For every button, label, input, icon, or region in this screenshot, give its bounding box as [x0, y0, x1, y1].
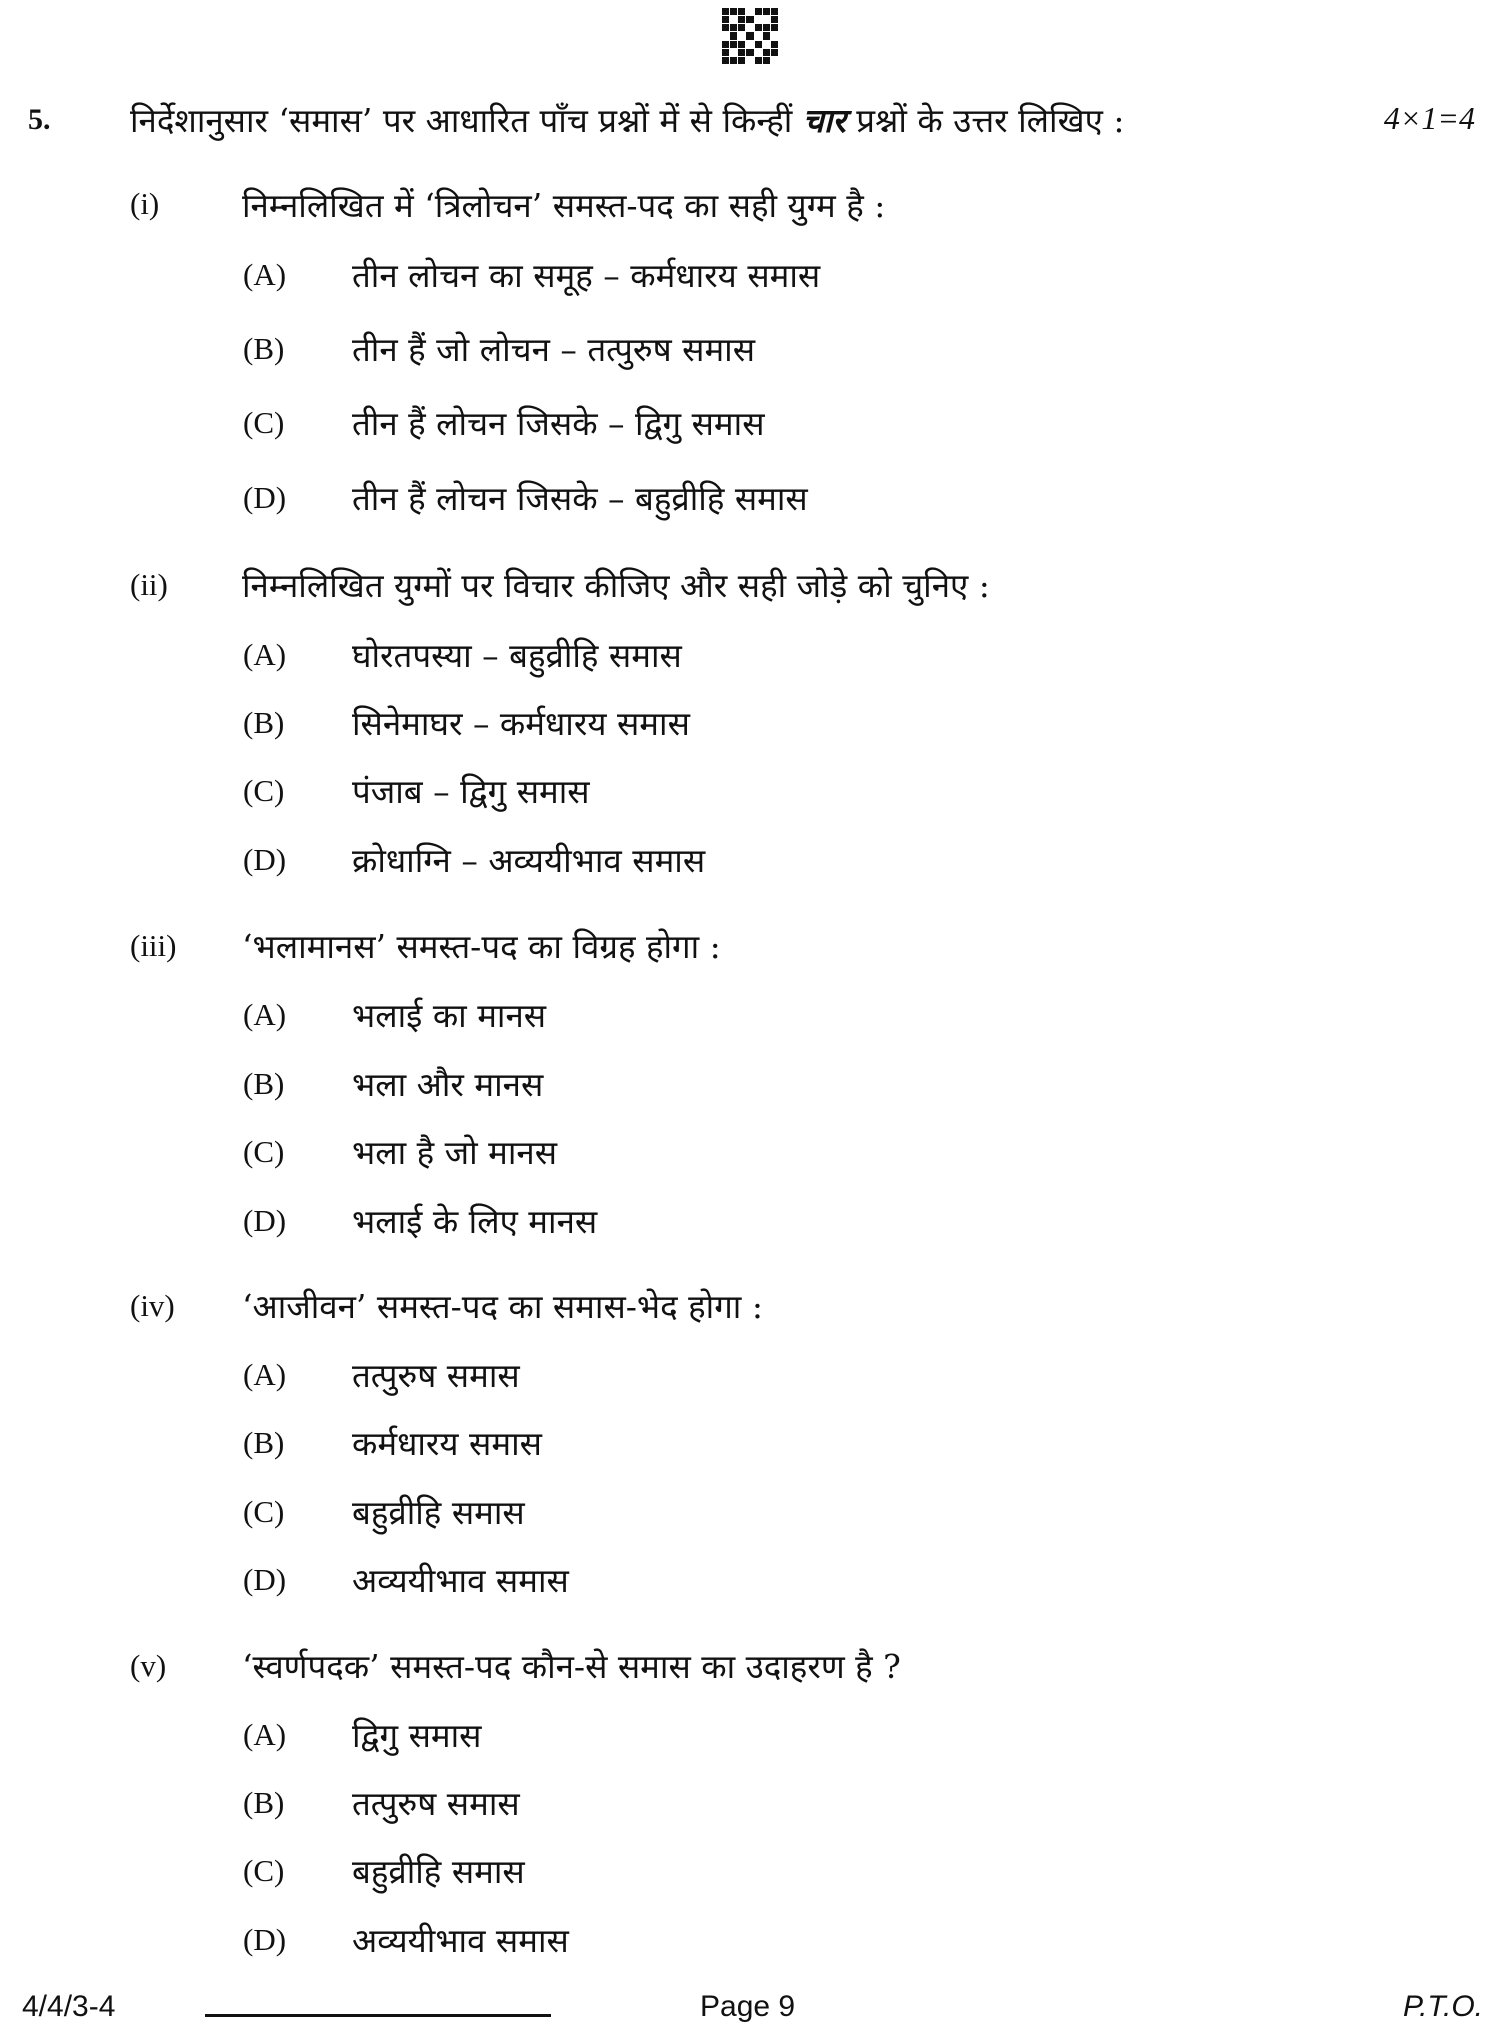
- option-letter: (D): [243, 1203, 287, 1238]
- option-letter: (A): [243, 1357, 287, 1392]
- option-letter: (A): [243, 1717, 287, 1752]
- paper-code: 4/4/3-4: [22, 1990, 116, 2023]
- option-letter: (C): [243, 1494, 285, 1529]
- option-text: पंजाब – द्विगु समास: [352, 772, 590, 811]
- question-number: 5.: [28, 103, 51, 136]
- option-text: तीन लोचन का समूह – कर्मधारय समास: [352, 256, 821, 295]
- option-letter: (B): [243, 331, 285, 366]
- please-turn-over: P.T.O.: [1402, 1990, 1483, 2023]
- question-instruction: [130, 97, 1124, 142]
- instruction-emphasis: चार: [802, 101, 846, 140]
- question-marks: 4×1=4: [1383, 100, 1475, 136]
- option-letter: (A): [243, 257, 287, 292]
- subquestion-number: (ii): [130, 567, 168, 602]
- option-text: तत्पुरुष समास: [352, 1356, 520, 1395]
- option-letter: (D): [243, 480, 287, 515]
- option-text: क्रोधाग्नि – अव्ययीभाव समास: [352, 841, 706, 880]
- subquestion-text: ‘आजीवन’ समस्त-पद का समास-भेद होगा :: [242, 1287, 763, 1326]
- subquestion-text: निम्नलिखित में ‘त्रिलोचन’ समस्त-पद का सही युग्म है :: [242, 186, 886, 225]
- option-text: तीन हैं जो लोचन – तत्पुरुष समास: [352, 330, 756, 369]
- option-letter: (A): [243, 637, 287, 672]
- option-letter: (B): [243, 1425, 285, 1460]
- option-text: तीन हैं लोचन जिसके – बहुव्रीहि समास: [352, 479, 808, 518]
- subquestion-number: (i): [130, 186, 160, 221]
- subquestion-number: (v): [130, 1648, 167, 1683]
- option-letter: (C): [243, 1134, 285, 1169]
- option-letter: (C): [243, 773, 285, 808]
- option-text: कर्मधारय समास: [352, 1424, 542, 1463]
- option-text: सिनेमाघर – कर्मधारय समास: [352, 704, 690, 743]
- option-letter: (D): [243, 1922, 287, 1957]
- option-text: तीन हैं लोचन जिसके – द्विगु समास: [352, 404, 765, 443]
- option-text: बहुव्रीहि समास: [352, 1852, 525, 1891]
- instruction-after: प्रश्नों के उत्तर लिखिए :: [856, 101, 1125, 140]
- option-text: भलाई का मानस: [352, 996, 547, 1035]
- option-letter: (D): [243, 842, 287, 877]
- option-text: तत्पुरुष समास: [352, 1784, 520, 1823]
- subquestion-text: निम्नलिखित युग्मों पर विचार कीजिए और सही जोड़े को चुनिए :: [242, 566, 990, 605]
- subquestion-number: (iii): [130, 928, 177, 963]
- option-text: भला है जो मानस: [352, 1133, 558, 1172]
- page-number: Page 9: [700, 1990, 796, 2023]
- option-letter: (B): [243, 1066, 285, 1101]
- option-text: भला और मानस: [352, 1065, 544, 1104]
- option-letter: (C): [243, 1853, 285, 1888]
- option-text: अव्ययीभाव समास: [352, 1561, 569, 1600]
- option-letter: (B): [243, 1785, 285, 1820]
- subquestion-number: (iv): [130, 1288, 175, 1323]
- option-text: बहुव्रीहि समास: [352, 1493, 525, 1532]
- option-text: अव्ययीभाव समास: [352, 1921, 569, 1960]
- option-letter: (D): [243, 1562, 287, 1597]
- subquestion-text: ‘स्वर्णपदक’ समस्त-पद कौन-से समास का उदाहरण है ?: [242, 1647, 901, 1686]
- subquestion-text: ‘भलामानस’ समस्त-पद का विग्रह होगा :: [242, 927, 721, 966]
- option-text: द्विगु समास: [352, 1716, 482, 1755]
- option-letter: (A): [243, 997, 287, 1032]
- option-text: घोरतपस्या – बहुव्रीहि समास: [352, 636, 682, 675]
- option-letter: (B): [243, 705, 285, 740]
- qr-code-icon: [722, 8, 778, 64]
- footer-divider: [205, 2014, 551, 2017]
- instruction-before: निर्देशानुसार ‘समास’ पर आधारित पाँच प्रश्नों में से किन्हीं: [130, 101, 793, 140]
- option-letter: (C): [243, 405, 285, 440]
- option-text: भलाई के लिए मानस: [352, 1202, 598, 1241]
